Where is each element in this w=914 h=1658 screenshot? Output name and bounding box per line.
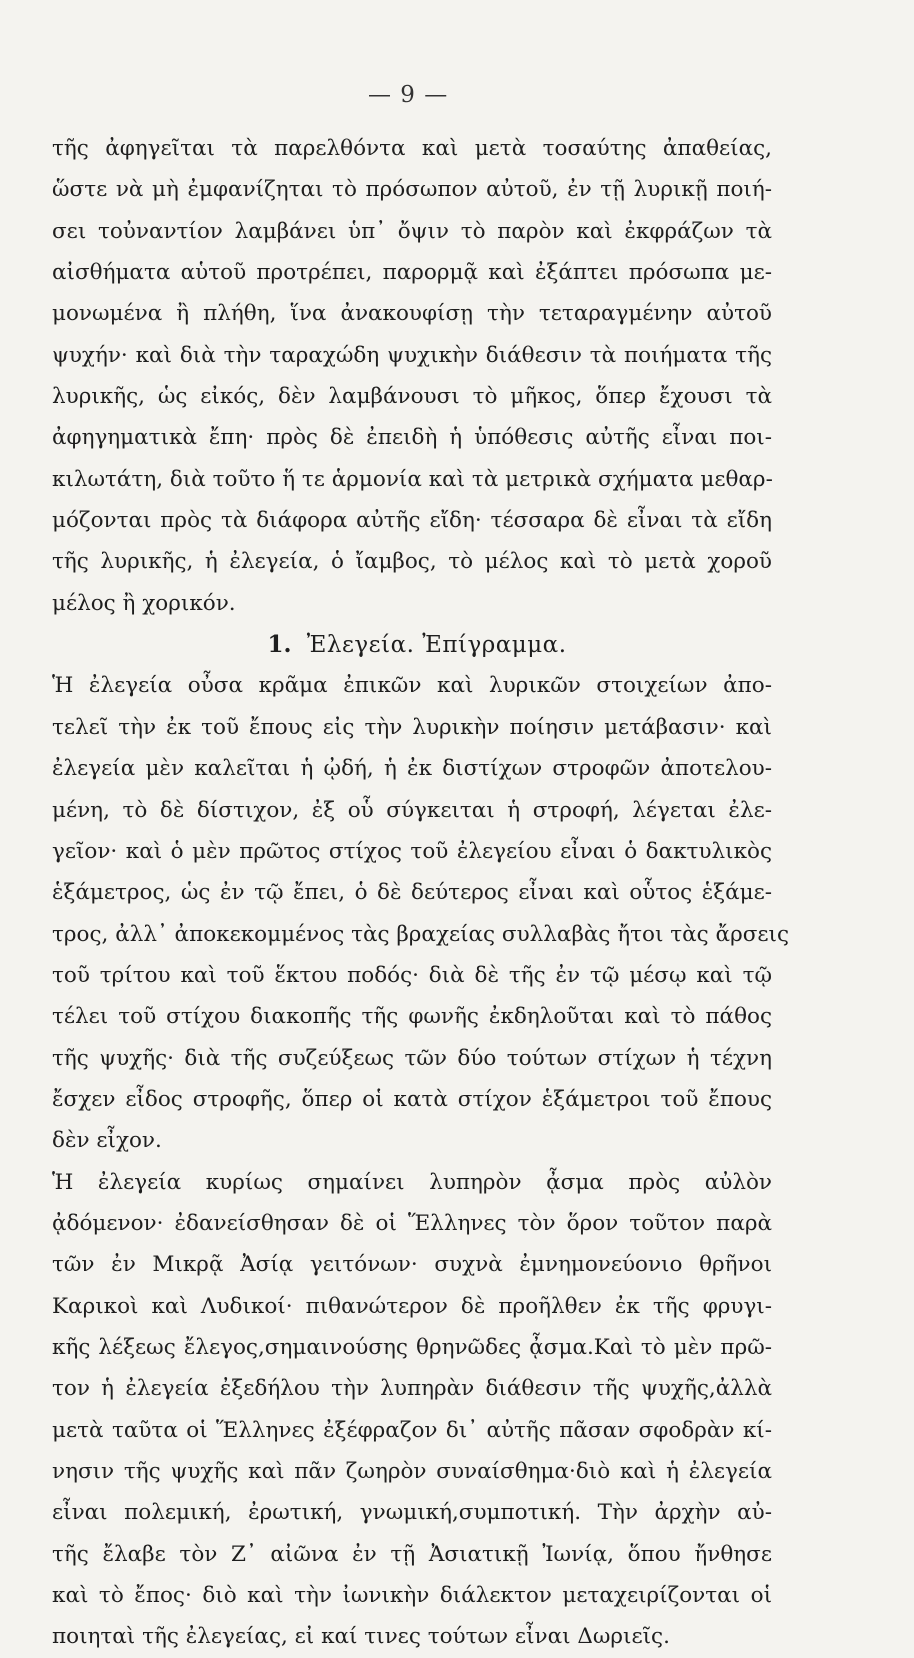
text-line: μέλος ἢ χορικόν.: [52, 590, 236, 616]
text-line: μένη, τὸ δὲ δίστιχον, ἐξ οὗ σύγκειται ἡ στροφή, λέγεται ἐλε-: [52, 797, 772, 823]
text-line: ἔσχεν εἶδος στροφῆς, ὅπερ οἱ κατὰ στίχον ἑξάμετροι τοῦ ἔπους: [52, 1086, 772, 1112]
text-line: αἰσθήματα αὑτοῦ προτρέπει, παρορμᾷ καὶ ἐξάπτει πρόσωπα με-: [52, 260, 772, 286]
text-line: τῆς ψυχῆς· διὰ τῆς συζεύξεως τῶν δύο τούτων στίχων ἡ τέχνη: [52, 1045, 772, 1071]
text-line: ἑξάμετρος, ὡς ἐν τῷ ἔπει, ὁ δὲ δεύτερος εἶναι καὶ οὗτος ἑξάμε-: [52, 880, 772, 906]
text-line: Ἡ ἐλεγεία οὖσα κρᾶμα ἐπικῶν καὶ λυρικῶν στοιχείων ἀπο-: [52, 673, 772, 699]
section-heading: [52, 624, 772, 665]
text-line: σει τοὐναντίον λαμβάνει ὑπ᾽ ὄψιν τὸ παρὸν καὶ ἐκφράζων τὰ: [52, 218, 772, 244]
text-line: ἀφηγηματικὰ ἔπη· πρὸς δὲ ἐπειδὴ ἡ ὑπόθεσις αὐτῆς εἶναι ποι-: [52, 425, 772, 451]
text-line: γεῖον· καὶ ὁ μὲν πρῶτος στίχος τοῦ ἐλεγείου εἶναι ὁ δακτυλικὸς: [52, 838, 772, 864]
text-line: τον ἡ ἐλεγεία ἐξεδήλου τὴν λυπηρὰν διάθεσιν τῆς ψυχῆς,ἀλλὰ: [52, 1376, 772, 1402]
text-line: μετὰ ταῦτα οἱ Ἕλληνες ἐξέφραζον δι᾽ αὐτῆς πᾶσαν σφοδρὰν κί-: [52, 1417, 772, 1443]
text-line: μόζονται πρὸς τὰ διάφορα αὐτῆς εἴδη· τέσσαρα δὲ εἶναι τὰ εἴδη: [52, 508, 772, 534]
text-line: κῆς λέξεως ἔλεγος,σημαινούσης θρηνῶδες ᾆσμα.Καὶ τὸ μὲν πρῶ-: [52, 1334, 772, 1360]
text-line: καὶ τὸ ἔπος· διὸ καὶ τὴν ἰωνικὴν διάλεκτον μεταχειρίζονται οἱ: [52, 1583, 772, 1609]
body-text: [52, 128, 789, 1658]
text-line: τῶν ἐν Μικρᾷ Ἀσίᾳ γειτόνων· συχνὰ ἐμνημονεύονιο θρῆνοι: [52, 1252, 772, 1278]
text-line: ᾀδόμενον· ἐδανείσθησαν δὲ οἱ Ἕλληνες τὸν ὅρον τοῦτον παρὰ: [52, 1210, 772, 1236]
text-line: εἶναι πολεμική, ἐρωτική, γνωμική,συμποτική. Τὴν ἀρχὴν αὐ-: [52, 1500, 772, 1526]
text-line: μονωμένα ἢ πλήθη, ἵνα ἀνακουφίσῃ τὴν τεταραγμένην αὐτοῦ: [52, 301, 772, 327]
text-line: τοῦ τρίτου καὶ τοῦ ἕκτου ποδός· διὰ δὲ τῆς ἐν τῷ μέσῳ καὶ τῷ: [52, 962, 772, 988]
section-title: Ἐλεγεία. Ἐπίγραμμα.: [306, 632, 567, 659]
text-line: νησιν τῆς ψυχῆς καὶ πᾶν ζωηρὸν συναίσθημα·διὸ καὶ ἡ ἐλεγεία: [52, 1459, 772, 1484]
text-line: ποιηταὶ τῆς ἐλεγείας, εἰ καί τινες τούτων εἶναι Δωριεῖς.: [52, 1624, 670, 1650]
text-line: λυρικῆς, ὡς εἰκός, δὲν λαμβάνουσι τὸ μῆκος, ὅπερ ἔχουσι τὰ: [52, 384, 772, 410]
text-line: ἐλεγεία μὲν καλεῖται ἡ ᾠδή, ἡ ἐκ διστίχων στροφῶν ἀποτελου-: [52, 756, 772, 782]
text-line: τῆς ἔλαβε τὸν Ζ᾽ αἰῶνα ἐν τῇ Ἀσιατικῇ Ἰωνίᾳ, ὅπου ἤνθησε: [52, 1541, 772, 1567]
text-line: τρος, ἀλλ᾽ ἀποκεκομμένος τὰς βραχείας συλλαβὰς ἤτοι τὰς ἄρσεις: [52, 921, 789, 947]
text-line: κιλωτάτη, διὰ τοῦτο ἥ τε ἁρμονία καὶ τὰ μετρικὰ σχήματα μεθαρ-: [52, 466, 773, 492]
text-line: ὥστε νὰ μὴ ἐμφανίζηται τὸ πρόσωπον αὐτοῦ, ἐν τῇ λυρικῇ ποιή-: [52, 177, 772, 203]
text-line: Ἡ ἐλεγεία κυρίως σημαίνει λυπηρὸν ᾆσμα πρὸς αὐλὸν: [52, 1169, 772, 1195]
section-number: 1.: [267, 631, 292, 659]
text-line: τελεῖ τὴν ἐκ τοῦ ἔπους εἰς τὴν λυρικὴν ποίησιν μετάβασιν· καὶ: [52, 714, 772, 740]
text-line: δὲν εἶχον.: [52, 1128, 162, 1154]
text-line: τέλει τοῦ στίχου διακοπῆς τῆς φωνῆς ἐκδηλοῦται καὶ τὸ πάθος: [52, 1004, 772, 1030]
text-line: τῆς ἀφηγεῖται τὰ παρελθόντα καὶ μετὰ τοσαύτης ἀπαθείας,: [52, 136, 772, 161]
text-line: τῆς λυρικῆς, ἡ ἐλεγεία, ὁ ἴαμβος, τὸ μέλος καὶ τὸ μετὰ χοροῦ: [52, 549, 772, 575]
page-number: — 9 —: [368, 82, 449, 108]
text-line: ψυχήν· καὶ διὰ τὴν ταραχώδη ψυχικὴν διάθεσιν τὰ ποιήματα τῆς: [52, 342, 772, 368]
text-line: Καρικοὶ καὶ Λυδικοί· πιθανώτερον δὲ προῆλθεν ἐκ τῆς φρυγι-: [52, 1293, 772, 1319]
